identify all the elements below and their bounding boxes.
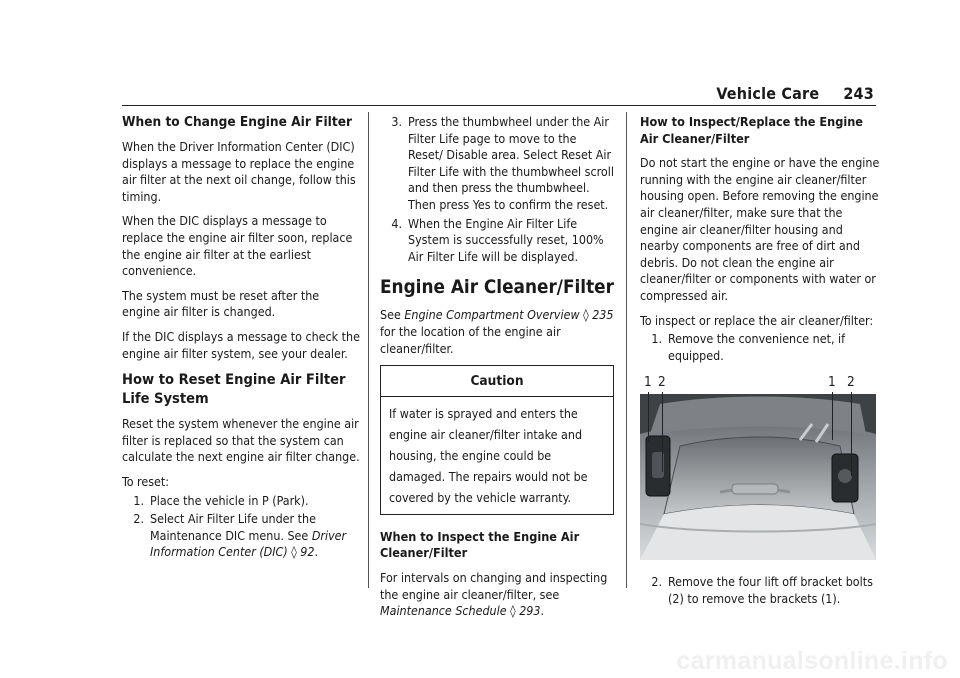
see-prefix: See — [380, 307, 405, 323]
step-item — [380, 216, 614, 266]
column-3 — [640, 114, 880, 610]
watermark: carmanualsonline.info — [676, 647, 948, 675]
step-item — [640, 331, 880, 364]
paragraph: The system must be reset after the engine air filter is changed. — [122, 287, 320, 320]
step-number: 2. — [651, 574, 662, 590]
step-text — [150, 511, 360, 561]
inspect-text: For intervals on changing and inspecting the engine air cleaner/filter, see — [380, 569, 608, 602]
callout-leader-line — [832, 392, 833, 440]
step-text: Remove the convenience net, if equipped. — [668, 331, 846, 363]
step-number: 4. — [391, 215, 402, 231]
callout-label-1: 1 — [828, 374, 836, 391]
heading-how-to-reset: How to Reset Engine Air Filter Life System — [122, 371, 346, 408]
callout-label-2: 2 — [658, 374, 666, 391]
paragraph: Do not start the engine or have the engine running with the engine air cleaner/filter housing open. Before removing the engine air cleaner/filter, make sure that the engine air cleaner/filter housing and nearby components are free of dirt and debris. Do not clean the engine air cleaner/filter or components with water or compressed air. — [640, 155, 880, 303]
callout-label-2: 2 — [847, 374, 855, 391]
caution-title: Caution — [381, 366, 613, 397]
step-item — [380, 114, 614, 214]
cross-reference-link[interactable]: Driver Information Center (DIC) — [150, 527, 347, 560]
step-number: 2. — [133, 511, 144, 527]
heading-when-to-inspect: When to Inspect the Engine Air Cleaner/Filter — [380, 528, 580, 561]
caution-body: If water is sprayed and enters the engine air cleaner/filter intake and housing, the engine could be damaged. The repairs would not be covered by the vehicle warranty. — [389, 405, 588, 505]
see-suffix: for the location of the engine air cleaner/filter. — [380, 323, 561, 356]
cross-reference-link[interactable]: Engine Compartment Overview — [404, 307, 580, 323]
page-header — [716, 84, 874, 103]
paragraph: When the DIC displays a message to replace the engine air filter soon, replace the engine air filter at the earliest convenience. — [122, 213, 353, 279]
callout-label-1: 1 — [644, 374, 652, 391]
heading-engine-air-cleaner: Engine Air Cleaner/Filter — [380, 277, 614, 299]
page-ref-number[interactable]: 293 — [519, 603, 541, 619]
paragraph: To inspect or replace the air cleaner/filter: — [640, 312, 874, 328]
paragraph: Reset the system whenever the engine air filter is replaced so that the system can calculate the next engine air filter change. — [122, 416, 360, 465]
callout-leader-line — [851, 392, 852, 476]
column-1 — [122, 114, 360, 563]
step-text: When the Engine Air Filter Life System is successfully reset, 100% Air Filter Life will be displayed. — [408, 215, 604, 264]
step-item — [122, 493, 360, 510]
step-number: 3. — [391, 114, 402, 129]
cross-reference-link[interactable]: Maintenance Schedule — [380, 603, 507, 619]
callout-leader-line — [662, 392, 663, 472]
step-text: Place the vehicle in P (Park). — [150, 492, 309, 508]
paragraph: To reset: — [122, 473, 170, 489]
caution-box — [380, 365, 614, 515]
engine-compartment-illustration — [640, 394, 876, 560]
heading-how-to-inspect: How to Inspect/Replace the Engine Air Cleaner/Filter — [640, 114, 863, 146]
page-ref-arrow: ◊ — [291, 544, 297, 560]
step-item — [122, 511, 360, 561]
column-divider — [368, 112, 369, 588]
page-ref-number[interactable]: 92 — [300, 544, 315, 560]
step-number: 1. — [651, 331, 662, 347]
column-divider — [626, 112, 627, 588]
step-text: Remove the four lift off bracket bolts (2) to remove the brackets (1). — [668, 574, 873, 606]
page-ref-arrow: ◊ — [583, 307, 589, 323]
step-text-main: Select Air Filter Life under the Maintenance DIC menu. See — [150, 511, 316, 543]
step-number: 1. — [133, 492, 144, 508]
step-item — [640, 574, 880, 607]
paragraph — [380, 570, 614, 620]
column-2 — [380, 114, 614, 628]
paragraph: If the DIC displays a message to check the engine air filter system, see your dealer. — [122, 328, 360, 361]
punctuation: . — [540, 603, 545, 619]
page-ref-arrow: ◊ — [510, 603, 516, 619]
paragraph: When the Driver Information Center (DIC) displays a message to replace the engine air filter at the next oil change, follow this timing. — [122, 139, 356, 204]
punctuation: . — [314, 544, 319, 560]
paragraph — [380, 307, 614, 357]
page-ref-number[interactable]: 235 — [592, 307, 614, 323]
heading-when-to-change: When to Change Engine Air Filter — [122, 114, 353, 130]
step-text: Press the thumbwheel under the Air Filter Life page to move to the Reset/ Disable area. Select Reset Air Filter Life with the thumbwheel scroll and then press the thumbwheel. Then press Yes to confirm the reset. — [408, 114, 614, 212]
page-number: 243 — [843, 84, 874, 103]
section-title: Vehicle Care — [716, 84, 820, 103]
engine-air-filter-photo — [640, 374, 886, 564]
callout-leader-line — [648, 392, 649, 442]
header-rule — [122, 105, 876, 106]
